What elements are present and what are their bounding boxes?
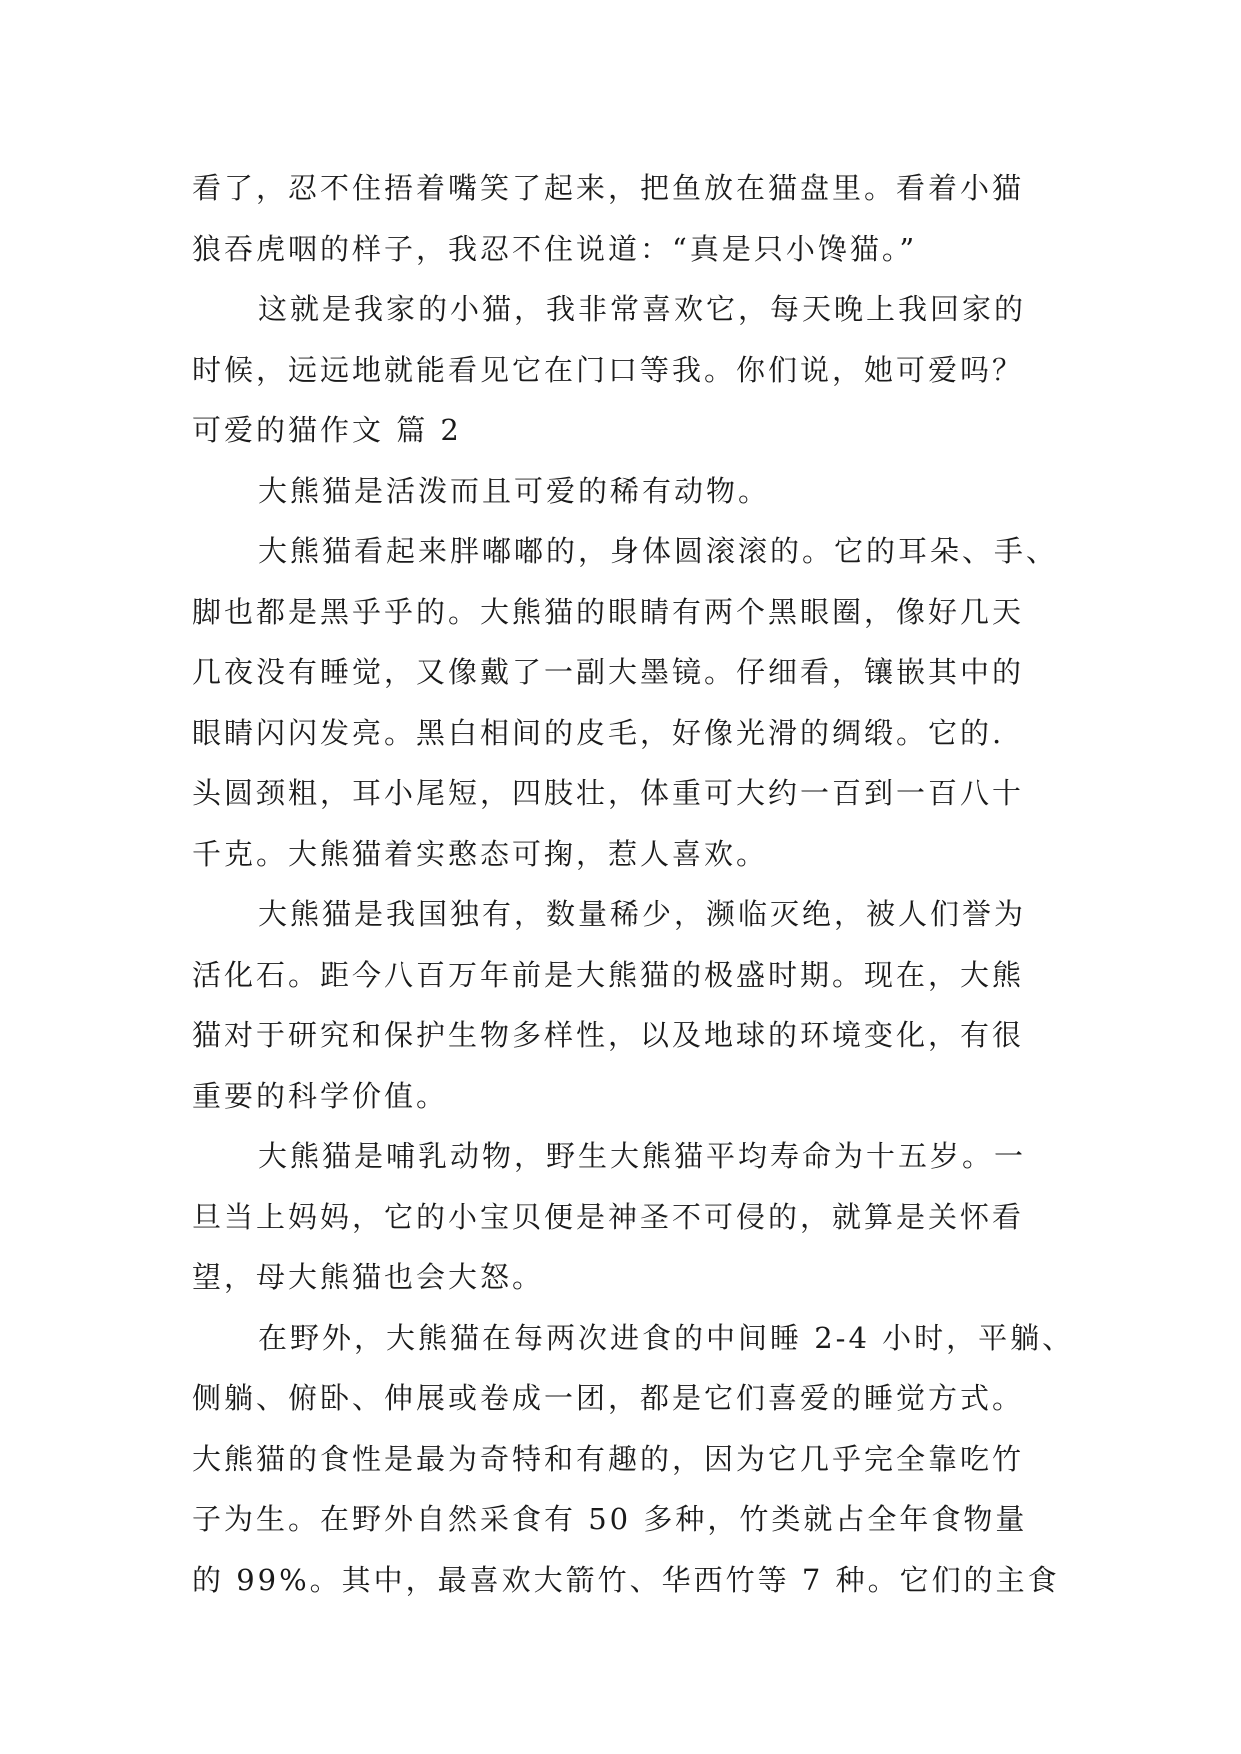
text-line: 头圆颈粗，耳小尾短，四肢壮，体重可大约一百到一百八十 [192, 776, 1025, 810]
text-line: 大熊猫的食性是最为奇特和有趣的，因为它几乎完全靠吃竹 [192, 1441, 1025, 1476]
text-line: 看了，忍不住捂着嘴笑了起来，把鱼放在猫盘里。看着小猫 [192, 171, 1025, 205]
text-line: 几夜没有睡觉，又像戴了一副大墨镜。仔细看，镶嵌其中的 [192, 655, 1025, 689]
text-line: 活化石。距今八百万年前是大熊猫的极盛时期。现在，大熊 [192, 957, 1025, 992]
text-line: 望，母大熊猫也会大怒。 [192, 1260, 545, 1294]
text-line: 千克。大熊猫着实憨态可掬，惹人喜欢。 [192, 836, 769, 871]
text-line: 大熊猫是我国独有，数量稀少，濒临灭绝，被人们誉为 [258, 897, 1027, 931]
text-line: 大熊猫是活泼而且可爱的稀有动物。 [258, 473, 771, 508]
text-line: 这就是我家的小猫，我非常喜欢它，每天晚上我回家的 [258, 292, 1027, 326]
text-line: 猫对于研究和保护生物多样性，以及地球的环境变化，有很 [192, 1018, 1025, 1052]
text-line: 的 99%。其中，最喜欢大箭竹、华西竹等 7 种。它们的主食 [192, 1562, 1060, 1597]
document-body [192, 158, 1075, 1610]
text-line: 重要的科学价值。 [192, 1078, 449, 1113]
text-line: 侧躺、俯卧、伸展或卷成一团，都是它们喜爱的睡觉方式。 [192, 1381, 1025, 1415]
text-line: 脚也都是黑乎乎的。大熊猫的眼睛有两个黑眼圈，像好几天 [192, 594, 1025, 629]
text-line: 大熊猫看起来胖嘟嘟的，身体圆滚滚的。它的耳朵、手、 [258, 534, 1059, 568]
text-line: 眼睛闪闪发亮。黑白相间的皮毛，好像光滑的绸缎。它的. [192, 715, 1005, 750]
text-line: 可爱的猫作文 篇 2 [192, 413, 462, 447]
text-line: 时候，远远地就能看见它在门口等我。你们说，她可爱吗？ [192, 352, 1025, 387]
text-line: 大熊猫是哺乳动物，野生大熊猫平均寿命为十五岁。一 [258, 1139, 1027, 1173]
text-line: 狼吞虎咽的样子，我忍不住说道：“真是只小馋猫。” [192, 231, 918, 266]
text-line: 在野外，大熊猫在每两次进食的中间睡 2-4 小时，平躺、 [258, 1320, 1075, 1355]
text-line: 旦当上妈妈，它的小宝贝便是神圣不可侵的，就算是关怀看 [192, 1199, 1025, 1234]
text-line: 子为生。在野外自然采食有 50 多种，竹类就占全年食物量 [192, 1502, 1028, 1536]
